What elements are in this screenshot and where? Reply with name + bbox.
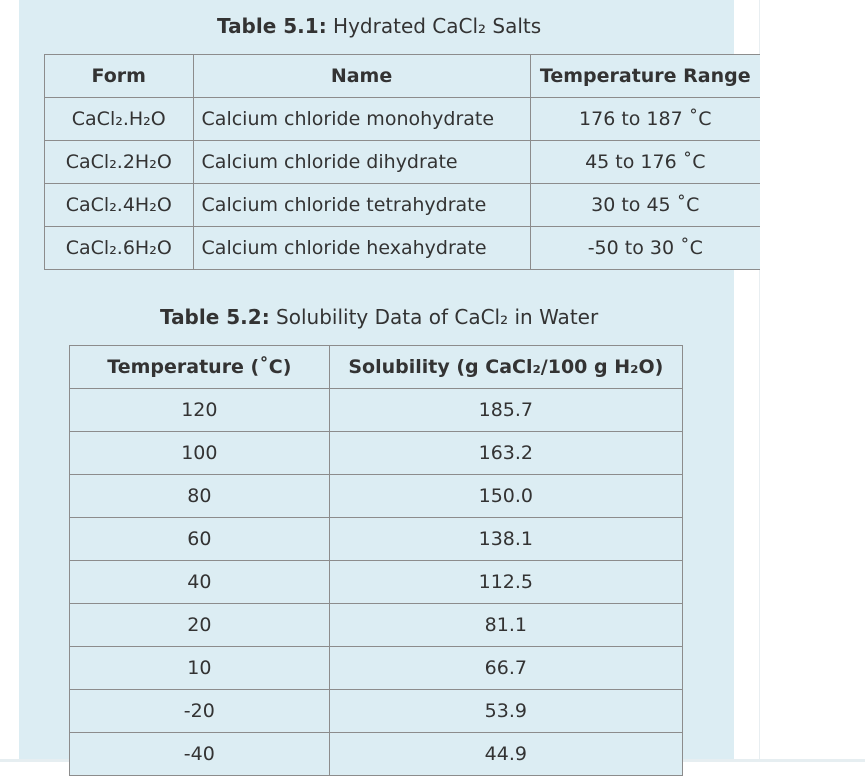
cell-solubility: 150.0 xyxy=(329,475,682,518)
cell-name: Calcium chloride dihydrate xyxy=(193,141,530,184)
table-header-row xyxy=(45,55,761,98)
cell-temperature: -40 xyxy=(70,733,330,776)
cell-name: Calcium chloride tetrahydrate xyxy=(193,184,530,227)
column-header-name: Name xyxy=(193,55,530,98)
cell-temperature: 120 xyxy=(70,389,330,432)
table-row xyxy=(45,184,761,227)
table-row xyxy=(45,227,761,270)
column-header-form: Form xyxy=(45,55,194,98)
table-row xyxy=(70,432,683,475)
column-header-temperature: Temperature (˚C) xyxy=(70,346,330,389)
cell-temperature: -20 xyxy=(70,690,330,733)
table-row xyxy=(70,389,683,432)
cell-temperature-range: 176 to 187 ˚C xyxy=(530,98,760,141)
table-row xyxy=(70,690,683,733)
table-row xyxy=(45,141,761,184)
table2-caption xyxy=(160,305,598,329)
table-row xyxy=(70,518,683,561)
cell-solubility: 112.5 xyxy=(329,561,682,604)
cell-solubility: 185.7 xyxy=(329,389,682,432)
cell-solubility: 163.2 xyxy=(329,432,682,475)
table-row xyxy=(70,561,683,604)
column-header-solubility: Solubility (g CaCl₂/100 g H₂O) xyxy=(329,346,682,389)
cell-name: Calcium chloride hexahydrate xyxy=(193,227,530,270)
table-row xyxy=(45,98,761,141)
table2-caption-text: Solubility Data of CaCl₂ in Water xyxy=(276,305,599,329)
table-row xyxy=(70,733,683,776)
cell-form: CaCl₂.2H₂O xyxy=(45,141,194,184)
table-row xyxy=(70,647,683,690)
cell-temperature-range: 30 to 45 ˚C xyxy=(530,184,760,227)
table-row xyxy=(70,475,683,518)
cell-temperature: 60 xyxy=(70,518,330,561)
table1-caption-label: Table 5.1: xyxy=(217,14,327,38)
table-row xyxy=(70,604,683,647)
cell-name: Calcium chloride monohydrate xyxy=(193,98,530,141)
cell-solubility: 66.7 xyxy=(329,647,682,690)
cell-temperature-range: -50 to 30 ˚C xyxy=(530,227,760,270)
table1-caption-text: Hydrated CaCl₂ Salts xyxy=(333,14,542,38)
cell-form: CaCl₂.6H₂O xyxy=(45,227,194,270)
cell-form: CaCl₂.4H₂O xyxy=(45,184,194,227)
table-header-row xyxy=(70,346,683,389)
column-header-temperature-range: Temperature Range xyxy=(530,55,760,98)
table2-caption-label: Table 5.2: xyxy=(160,305,270,329)
cell-temperature: 10 xyxy=(70,647,330,690)
cell-temperature-range: 45 to 176 ˚C xyxy=(530,141,760,184)
hydrated-salts-table xyxy=(44,54,760,270)
cell-solubility: 53.9 xyxy=(329,690,682,733)
cell-temperature: 40 xyxy=(70,561,330,604)
cell-temperature: 100 xyxy=(70,432,330,475)
cell-temperature: 80 xyxy=(70,475,330,518)
cell-solubility: 44.9 xyxy=(329,733,682,776)
solubility-table xyxy=(69,345,683,776)
cell-temperature: 20 xyxy=(70,604,330,647)
table1-caption xyxy=(217,14,541,38)
cell-solubility: 81.1 xyxy=(329,604,682,647)
cell-form: CaCl₂.H₂O xyxy=(45,98,194,141)
cell-solubility: 138.1 xyxy=(329,518,682,561)
